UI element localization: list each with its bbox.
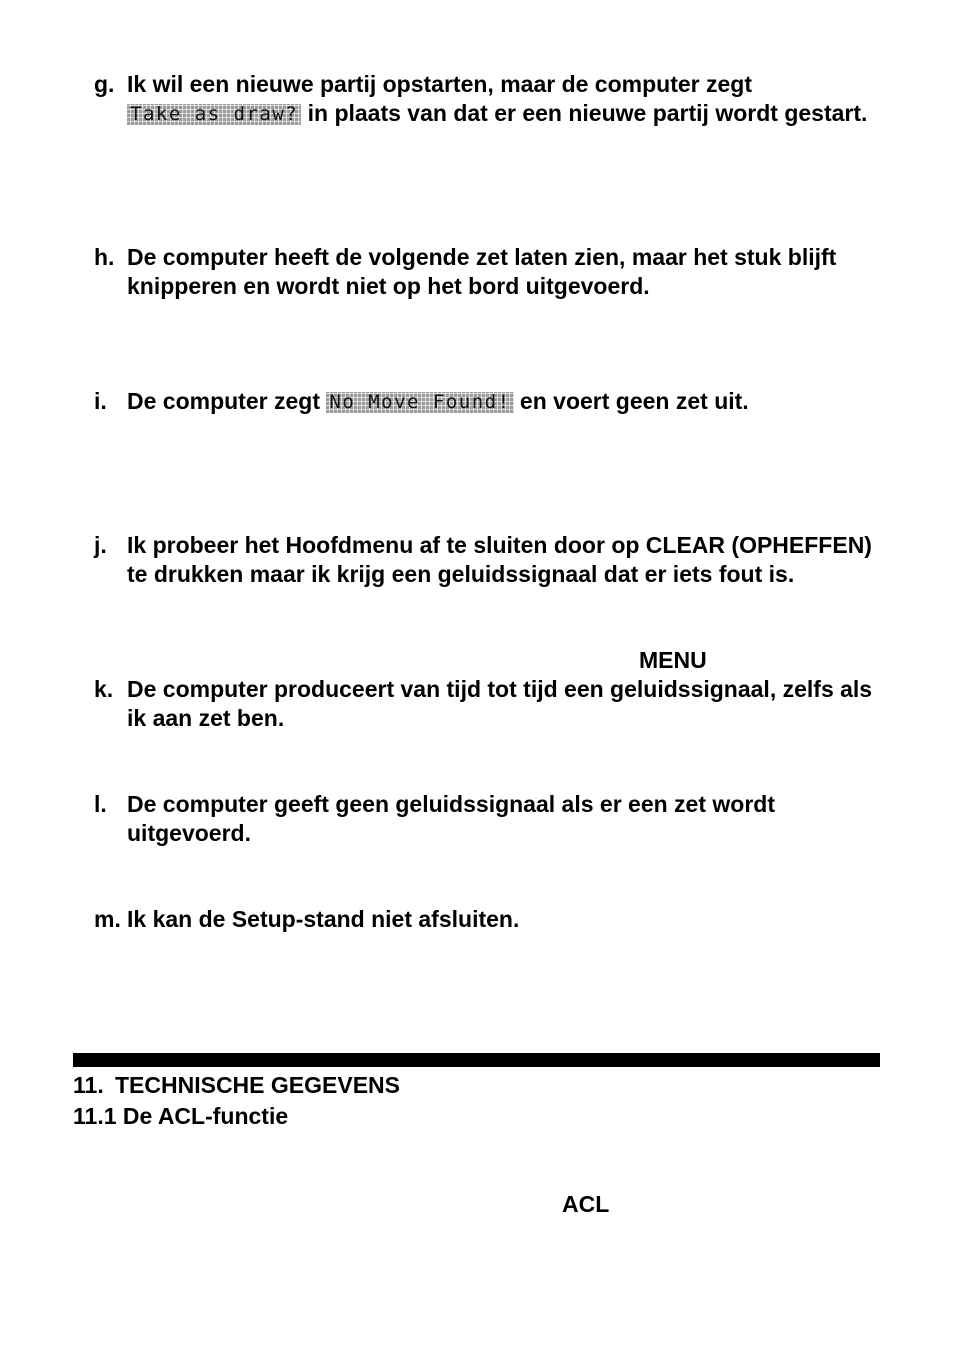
acl-key-label: ACL <box>562 1191 610 1217</box>
troubleshooting-item-k <box>94 675 894 733</box>
item-letter: k. <box>94 676 114 702</box>
item-text <box>127 387 894 416</box>
troubleshooting-item-l <box>94 790 894 848</box>
troubleshooting-item-i <box>94 387 894 416</box>
item-letter: l. <box>94 791 107 817</box>
lcd-display-message: No Move Found! <box>326 392 513 413</box>
item-text-before: De computer zegt <box>127 388 327 414</box>
troubleshooting-item-m <box>94 905 894 934</box>
section-divider <box>73 1053 880 1067</box>
item-text <box>127 70 894 128</box>
section-heading <box>73 1071 400 1100</box>
item-text: De computer produceert van tijd tot tijd een geluidssignaal, zelfs als ik aan zet ben. <box>127 676 873 731</box>
subsection-heading: 11.1 De ACL-functie <box>73 1103 289 1129</box>
item-text: De computer heeft de volgende zet laten zien, maar het stuk blijft knipperen en wordt niet op het bord uitgevoerd. <box>127 244 837 299</box>
item-text: De computer geeft geen geluidssignaal als er een zet wordt uitgevoerd. <box>127 791 775 846</box>
item-letter: i. <box>94 388 107 414</box>
troubleshooting-item-j <box>94 531 894 589</box>
item-letter: j. <box>94 532 107 558</box>
item-text-before: Ik wil een nieuwe partij opstarten, maar de computer zegt <box>127 71 752 97</box>
section-number: 11. <box>73 1072 104 1098</box>
section-title: TECHNISCHE GEGEVENS <box>115 1072 400 1098</box>
item-text: Ik kan de Setup-stand niet afsluiten. <box>127 906 520 932</box>
item-text-after: en voert geen zet uit. <box>513 388 749 414</box>
item-letter: g. <box>94 71 115 97</box>
lcd-display-message: Take as draw? <box>127 104 301 125</box>
menu-key-label: MENU <box>639 647 707 673</box>
item-text-after: in plaats van dat er een nieuwe partij wordt gestart. <box>301 100 868 126</box>
troubleshooting-item-h <box>94 243 894 301</box>
item-letter: h. <box>94 244 115 270</box>
troubleshooting-item-g <box>94 70 894 128</box>
item-text: Ik probeer het Hoofdmenu af te sluiten door op CLEAR (OPHEFFEN) te drukken maar ik krijg een geluidssignaal dat er iets fout is. <box>127 532 872 587</box>
item-letter: m. <box>94 906 121 932</box>
